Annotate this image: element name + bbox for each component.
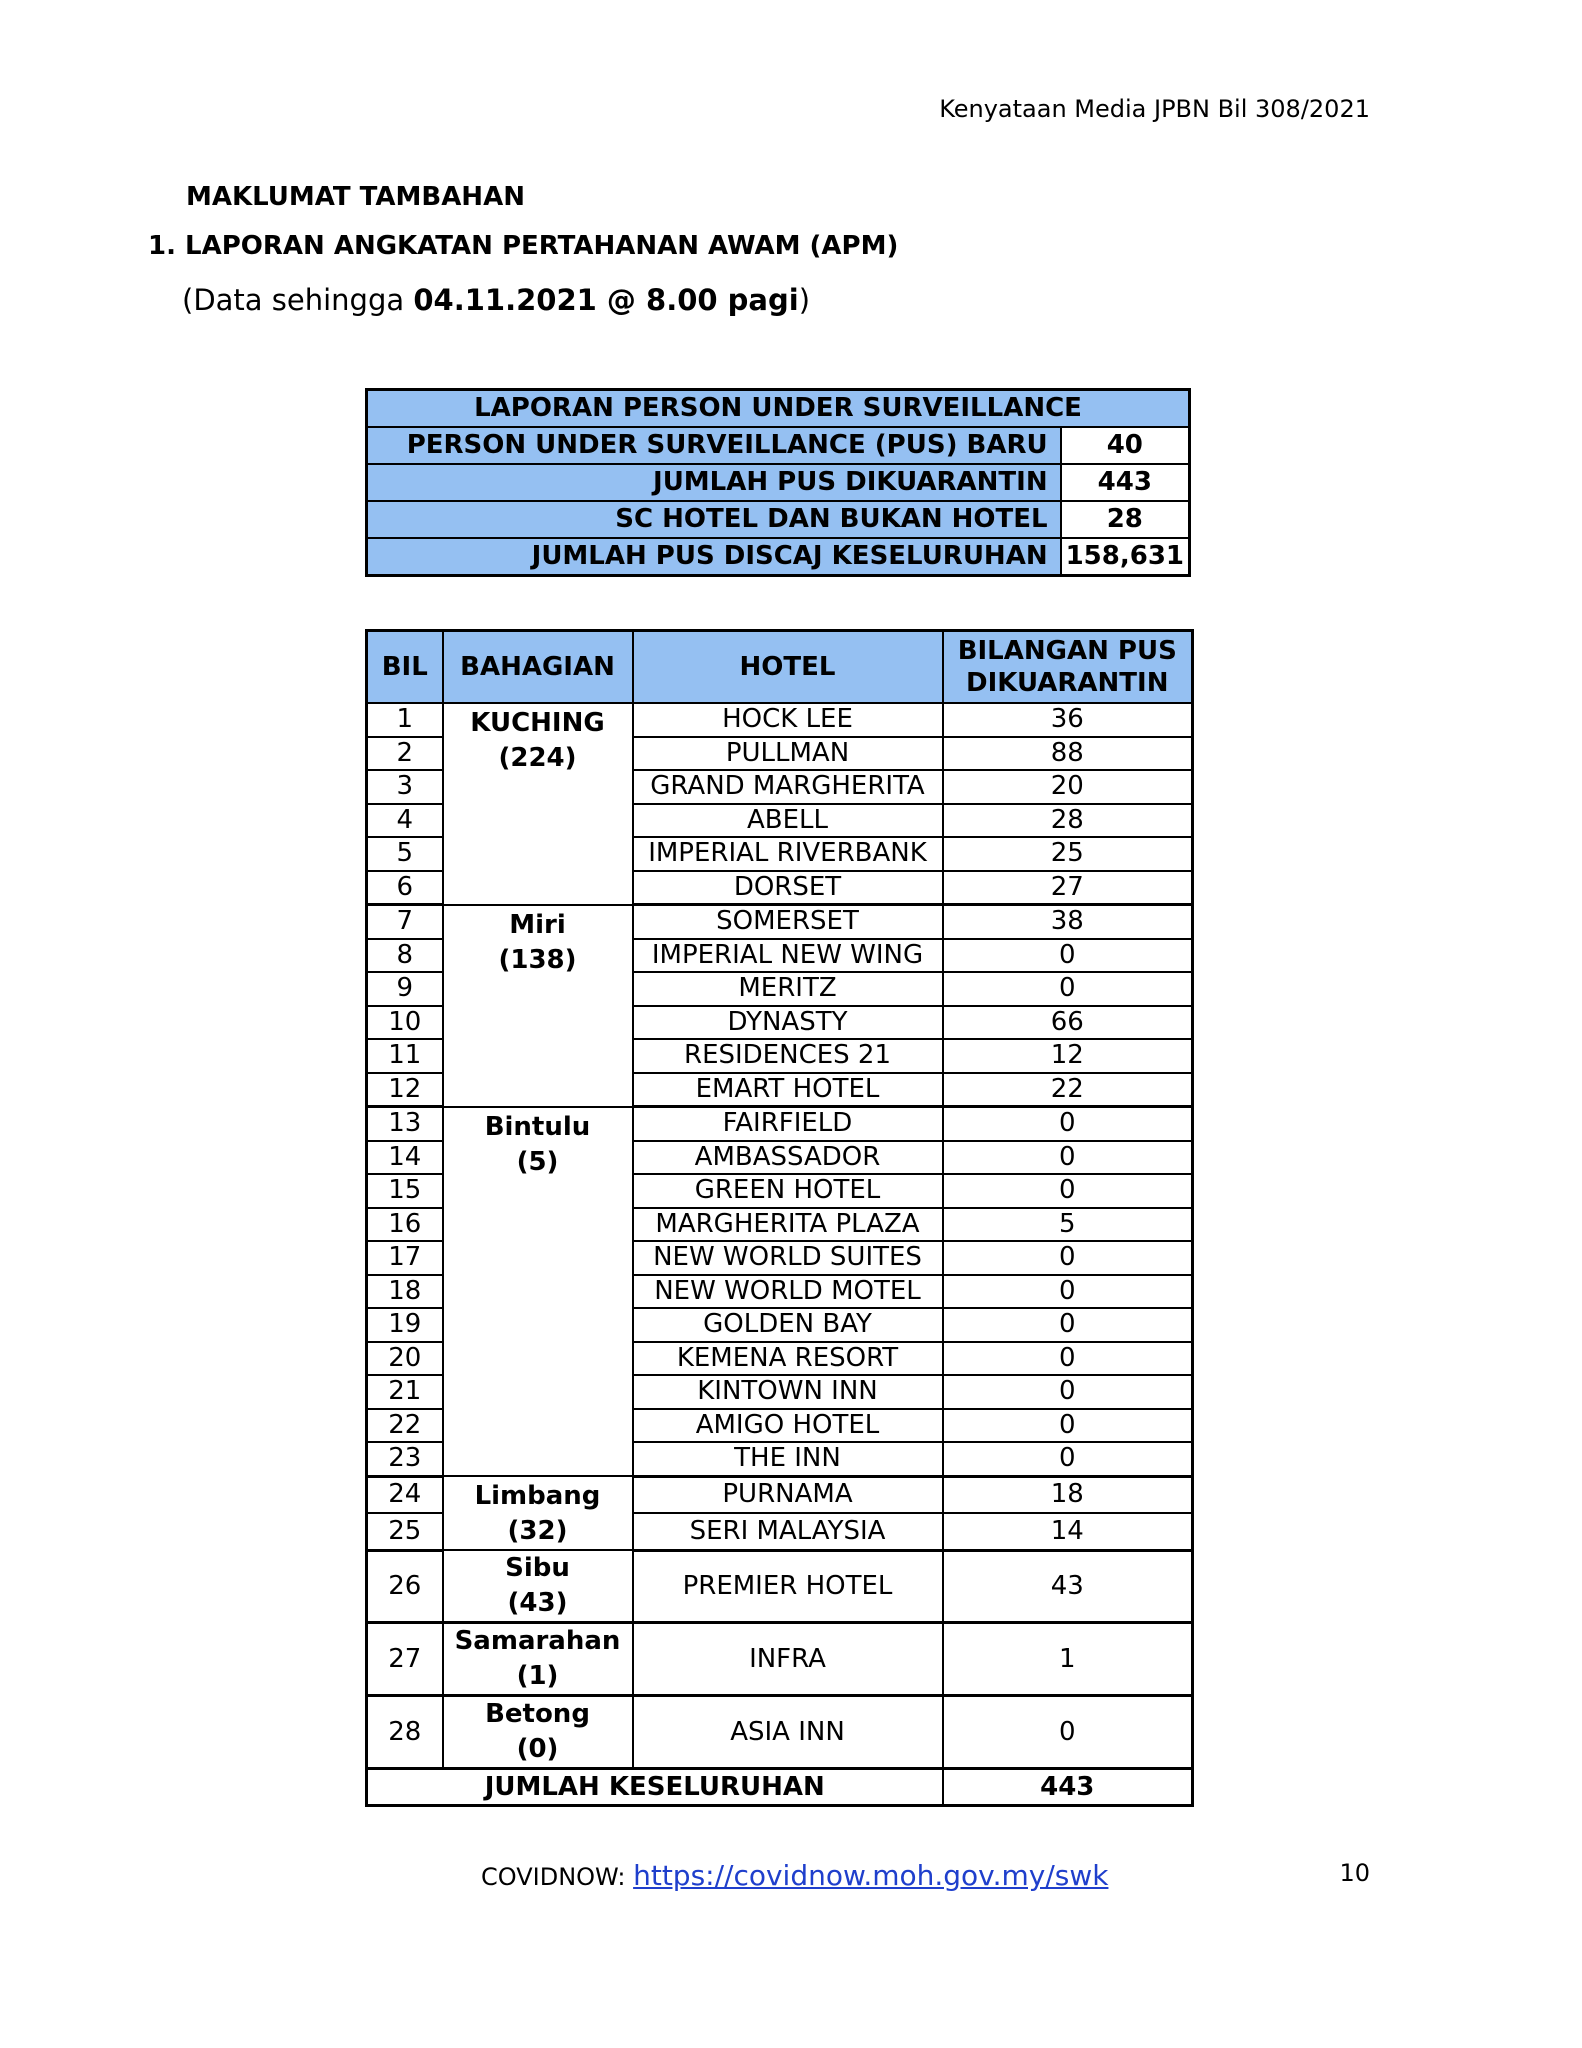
row-bil: 19 [367, 1308, 443, 1342]
row-pus: 18 [943, 1476, 1193, 1513]
row-hotel: EMART HOTEL [633, 1073, 943, 1107]
row-pus: 0 [943, 939, 1193, 973]
row-pus: 0 [943, 1308, 1193, 1342]
row-hotel: PURNAMA [633, 1476, 943, 1513]
summary-row [367, 501, 1190, 538]
row-bil: 26 [367, 1550, 443, 1623]
row-hotel: MARGHERITA PLAZA [633, 1208, 943, 1242]
row-pus: 1 [943, 1623, 1193, 1696]
division-cell [443, 703, 633, 905]
division-name: Bintulu [484, 1111, 591, 1142]
row-hotel: ABELL [633, 804, 943, 838]
row-bil: 20 [367, 1342, 443, 1376]
row-hotel: PULLMAN [633, 737, 943, 771]
hotel-table-body [367, 703, 1193, 1769]
row-pus: 25 [943, 837, 1193, 871]
division-count: (43) [507, 1588, 568, 1618]
row-bil: 25 [367, 1513, 443, 1550]
summary-row [367, 427, 1190, 464]
row-hotel: GREEN HOTEL [633, 1174, 943, 1208]
row-bil: 8 [367, 939, 443, 973]
row-bil: 28 [367, 1696, 443, 1769]
row-pus: 12 [943, 1039, 1193, 1073]
summary-value: 28 [1061, 501, 1190, 538]
summary-label: SC HOTEL DAN BUKAN HOTEL [367, 501, 1061, 538]
row-bil: 5 [367, 837, 443, 871]
table-row [367, 1696, 1193, 1769]
section-title: MAKLUMAT TAMBAHAN [186, 182, 525, 212]
row-hotel: ASIA INN [633, 1696, 943, 1769]
row-pus: 0 [943, 1174, 1193, 1208]
division-count: (5) [516, 1146, 559, 1177]
row-pus: 0 [943, 1696, 1193, 1769]
row-hotel: HOCK LEE [633, 703, 943, 737]
table-row [367, 1550, 1193, 1623]
row-pus: 0 [943, 1442, 1193, 1476]
row-pus: 0 [943, 1141, 1193, 1175]
row-pus: 88 [943, 737, 1193, 771]
summary-label: JUMLAH PUS DISCAJ KESELURUHAN [367, 538, 1061, 576]
row-bil: 14 [367, 1141, 443, 1175]
division-cell [443, 1550, 633, 1623]
row-bil: 21 [367, 1375, 443, 1409]
summary-value: 40 [1061, 427, 1190, 464]
row-hotel: AMBASSADOR [633, 1141, 943, 1175]
division-cell [443, 1623, 633, 1696]
row-bil: 9 [367, 972, 443, 1006]
row-pus: 27 [943, 871, 1193, 905]
col-header-pus: BILANGAN PUS DIKUARANTIN [943, 631, 1193, 704]
division-count: (0) [516, 1734, 559, 1764]
data-as-of [182, 283, 810, 317]
summary-row [367, 538, 1190, 576]
row-hotel: THE INN [633, 1442, 943, 1476]
division-cell [443, 1696, 633, 1769]
data-prefix: (Data sehingga [182, 283, 414, 317]
row-bil: 4 [367, 804, 443, 838]
data-date: 04.11.2021 @ 8.00 pagi [413, 283, 799, 317]
row-hotel: DYNASTY [633, 1006, 943, 1040]
division-cell [443, 1107, 633, 1477]
summary-label: JUMLAH PUS DIKUARANTIN [367, 464, 1061, 501]
row-pus: 28 [943, 804, 1193, 838]
row-pus: 36 [943, 703, 1193, 737]
row-hotel: GOLDEN BAY [633, 1308, 943, 1342]
source-link[interactable]: https://covidnow.moh.gov.my/swk [633, 1859, 1109, 1892]
row-bil: 6 [367, 871, 443, 905]
division-name: Sibu [505, 1553, 570, 1583]
row-bil: 16 [367, 1208, 443, 1242]
row-hotel: INFRA [633, 1623, 943, 1696]
division-cell [443, 1476, 633, 1550]
row-bil: 18 [367, 1275, 443, 1309]
division-name: Samarahan [454, 1626, 621, 1656]
division-count: (32) [507, 1516, 568, 1546]
row-pus: 22 [943, 1073, 1193, 1107]
table-header-row [367, 631, 1193, 704]
table-row [367, 905, 1193, 939]
division-name: Limbang [474, 1481, 601, 1511]
row-bil: 2 [367, 737, 443, 771]
row-hotel: IMPERIAL RIVERBANK [633, 837, 943, 871]
summary-value: 443 [1061, 464, 1190, 501]
division-name: Betong [485, 1699, 590, 1729]
row-hotel: AMIGO HOTEL [633, 1409, 943, 1443]
data-suffix: ) [798, 283, 811, 317]
row-pus: 43 [943, 1550, 1193, 1623]
table-row [367, 703, 1193, 737]
pus-summary-table [365, 388, 1191, 577]
total-row [367, 1769, 1193, 1806]
row-hotel: KINTOWN INN [633, 1375, 943, 1409]
row-bil: 1 [367, 703, 443, 737]
row-bil: 15 [367, 1174, 443, 1208]
row-bil: 10 [367, 1006, 443, 1040]
row-hotel: RESIDENCES 21 [633, 1039, 943, 1073]
row-hotel: SERI MALAYSIA [633, 1513, 943, 1550]
row-bil: 13 [367, 1107, 443, 1141]
row-bil: 27 [367, 1623, 443, 1696]
row-hotel: NEW WORLD SUITES [633, 1241, 943, 1275]
total-value: 443 [943, 1769, 1193, 1806]
division-count: (138) [498, 944, 577, 975]
row-pus: 0 [943, 972, 1193, 1006]
summary-row [367, 464, 1190, 501]
row-bil: 3 [367, 770, 443, 804]
row-pus: 0 [943, 1241, 1193, 1275]
division-count: (1) [516, 1661, 559, 1691]
table-row [367, 1107, 1193, 1141]
row-hotel: SOMERSET [633, 905, 943, 939]
hotel-quarantine-table [365, 629, 1194, 1807]
row-hotel: IMPERIAL NEW WING [633, 939, 943, 973]
row-bil: 24 [367, 1476, 443, 1513]
col-header-hotel: HOTEL [633, 631, 943, 704]
row-bil: 11 [367, 1039, 443, 1073]
division-name: Miri [509, 909, 566, 940]
row-pus: 0 [943, 1409, 1193, 1443]
row-pus: 0 [943, 1275, 1193, 1309]
table-row [367, 1623, 1193, 1696]
row-bil: 23 [367, 1442, 443, 1476]
row-hotel: KEMENA RESORT [633, 1342, 943, 1376]
summary-title: LAPORAN PERSON UNDER SURVEILLANCE [367, 390, 1190, 428]
row-hotel: NEW WORLD MOTEL [633, 1275, 943, 1309]
row-hotel: MERITZ [633, 972, 943, 1006]
source-label: COVIDNOW: [481, 1863, 634, 1891]
row-hotel: GRAND MARGHERITA [633, 770, 943, 804]
row-pus: 38 [943, 905, 1193, 939]
row-bil: 17 [367, 1241, 443, 1275]
row-bil: 12 [367, 1073, 443, 1107]
row-pus: 14 [943, 1513, 1193, 1550]
row-hotel: PREMIER HOTEL [633, 1550, 943, 1623]
table-row [367, 1476, 1193, 1513]
page-number: 10 [1339, 1859, 1370, 1887]
division-count: (224) [498, 743, 577, 773]
row-bil: 22 [367, 1409, 443, 1443]
row-hotel: DORSET [633, 871, 943, 905]
summary-label: PERSON UNDER SURVEILLANCE (PUS) BARU [367, 427, 1061, 464]
row-pus: 66 [943, 1006, 1193, 1040]
total-label: JUMLAH KESELURUHAN [367, 1769, 943, 1806]
row-pus: 5 [943, 1208, 1193, 1242]
col-header-bahagian: BAHAGIAN [443, 631, 633, 704]
row-pus: 0 [943, 1342, 1193, 1376]
division-cell [443, 905, 633, 1107]
col-header-bil: BIL [367, 631, 443, 704]
row-bil: 7 [367, 905, 443, 939]
footer-source [481, 1859, 1108, 1892]
summary-value: 158,631 [1061, 538, 1190, 576]
row-pus: 0 [943, 1107, 1193, 1141]
row-hotel: FAIRFIELD [633, 1107, 943, 1141]
section-heading: 1. LAPORAN ANGKATAN PERTAHANAN AWAM (APM) [148, 231, 899, 261]
document-reference: Kenyataan Media JPBN Bil 308/2021 [939, 95, 1370, 123]
row-pus: 0 [943, 1375, 1193, 1409]
division-name: KUCHING [470, 708, 605, 738]
row-pus: 20 [943, 770, 1193, 804]
